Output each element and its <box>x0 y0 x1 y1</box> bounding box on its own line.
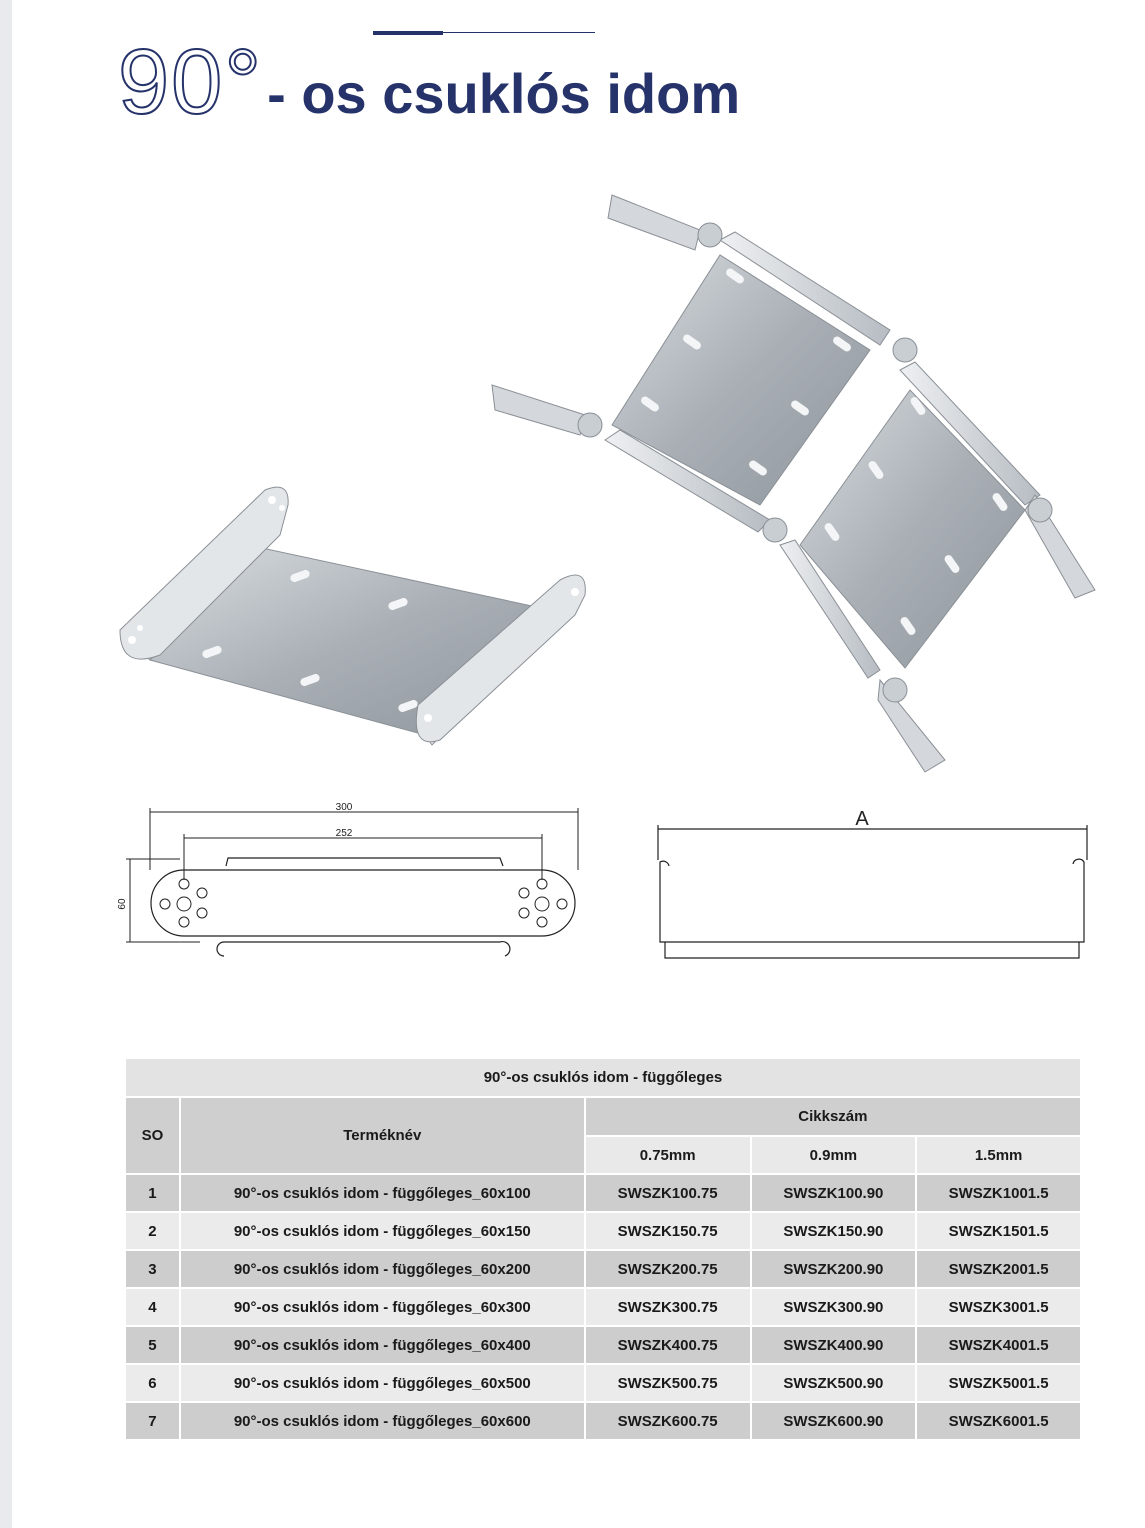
cell-code: SWSZK2001.5 <box>916 1250 1081 1288</box>
dim-height-label: 60 <box>117 898 128 910</box>
dim-a-label: A <box>855 808 869 830</box>
cell-code: SWSZK400.90 <box>751 1326 917 1364</box>
cell-code: SWSZK300.90 <box>751 1288 917 1326</box>
cell-so: 7 <box>125 1402 180 1440</box>
col-thickness-075: 0.75mm <box>585 1136 751 1174</box>
cell-code: SWSZK3001.5 <box>916 1288 1081 1326</box>
cell-so: 5 <box>125 1326 180 1364</box>
col-thickness-15: 1.5mm <box>916 1136 1081 1174</box>
dim-inner-label: 252 <box>335 828 353 839</box>
cell-so: 6 <box>125 1364 180 1402</box>
cell-code: SWSZK400.75 <box>585 1326 751 1364</box>
cell-code: SWSZK1001.5 <box>916 1174 1081 1212</box>
cell-code: SWSZK200.75 <box>585 1250 751 1288</box>
cell-code: SWSZK100.75 <box>585 1174 751 1212</box>
cell-so: 2 <box>125 1212 180 1250</box>
col-code-header: Cikkszám <box>585 1097 1081 1136</box>
table-row <box>125 1174 1081 1212</box>
cell-name: 90°-os csuklós idom - függőleges_60x600 <box>180 1402 585 1440</box>
col-thickness-09: 0.9mm <box>751 1136 917 1174</box>
title-degree: 90° <box>118 31 264 133</box>
cell-so: 1 <box>125 1174 180 1212</box>
cell-code: SWSZK100.90 <box>751 1174 917 1212</box>
cell-code: SWSZK500.75 <box>585 1364 751 1402</box>
dim-overall-label: 300 <box>335 802 353 813</box>
cell-so: 3 <box>125 1250 180 1288</box>
title-text: - os csuklós idom <box>267 62 741 125</box>
cell-name: 90°-os csuklós idom - függőleges_60x200 <box>180 1250 585 1288</box>
cell-name: 90°-os csuklós idom - függőleges_60x500 <box>180 1364 585 1402</box>
cell-name: 90°-os csuklós idom - függőleges_60x150 <box>180 1212 585 1250</box>
table-row <box>125 1326 1081 1364</box>
table-row <box>125 1212 1081 1250</box>
cell-code: SWSZK6001.5 <box>916 1402 1081 1440</box>
cell-name: 90°-os csuklós idom - függőleges_60x100 <box>180 1174 585 1212</box>
cell-code: SWSZK200.90 <box>751 1250 917 1288</box>
cell-code: SWSZK1501.5 <box>916 1212 1081 1250</box>
col-so-header: SO <box>125 1097 180 1174</box>
table-row <box>125 1402 1081 1440</box>
product-table <box>124 1057 1082 1441</box>
cell-code: SWSZK5001.5 <box>916 1364 1081 1402</box>
cross-section-drawing <box>658 825 1087 958</box>
cell-code: SWSZK150.90 <box>751 1212 917 1250</box>
hinged-bend-render <box>492 195 1095 772</box>
cell-name: 90°-os csuklós idom - függőleges_60x300 <box>180 1288 585 1326</box>
cell-code: SWSZK600.90 <box>751 1402 917 1440</box>
cell-code: SWSZK600.75 <box>585 1402 751 1440</box>
cell-code: SWSZK500.90 <box>751 1364 917 1402</box>
cell-code: SWSZK300.75 <box>585 1288 751 1326</box>
cell-code: SWSZK4001.5 <box>916 1326 1081 1364</box>
table-caption: 90°-os csuklós idom - függőleges <box>125 1058 1081 1097</box>
table-row <box>125 1288 1081 1326</box>
table-row <box>125 1364 1081 1402</box>
cell-code: SWSZK150.75 <box>585 1212 751 1250</box>
cell-so: 4 <box>125 1288 180 1326</box>
cell-name: 90°-os csuklós idom - függőleges_60x400 <box>180 1326 585 1364</box>
table-row <box>125 1250 1081 1288</box>
straight-tray-render <box>120 487 585 745</box>
col-name-header: Terméknév <box>180 1097 585 1174</box>
